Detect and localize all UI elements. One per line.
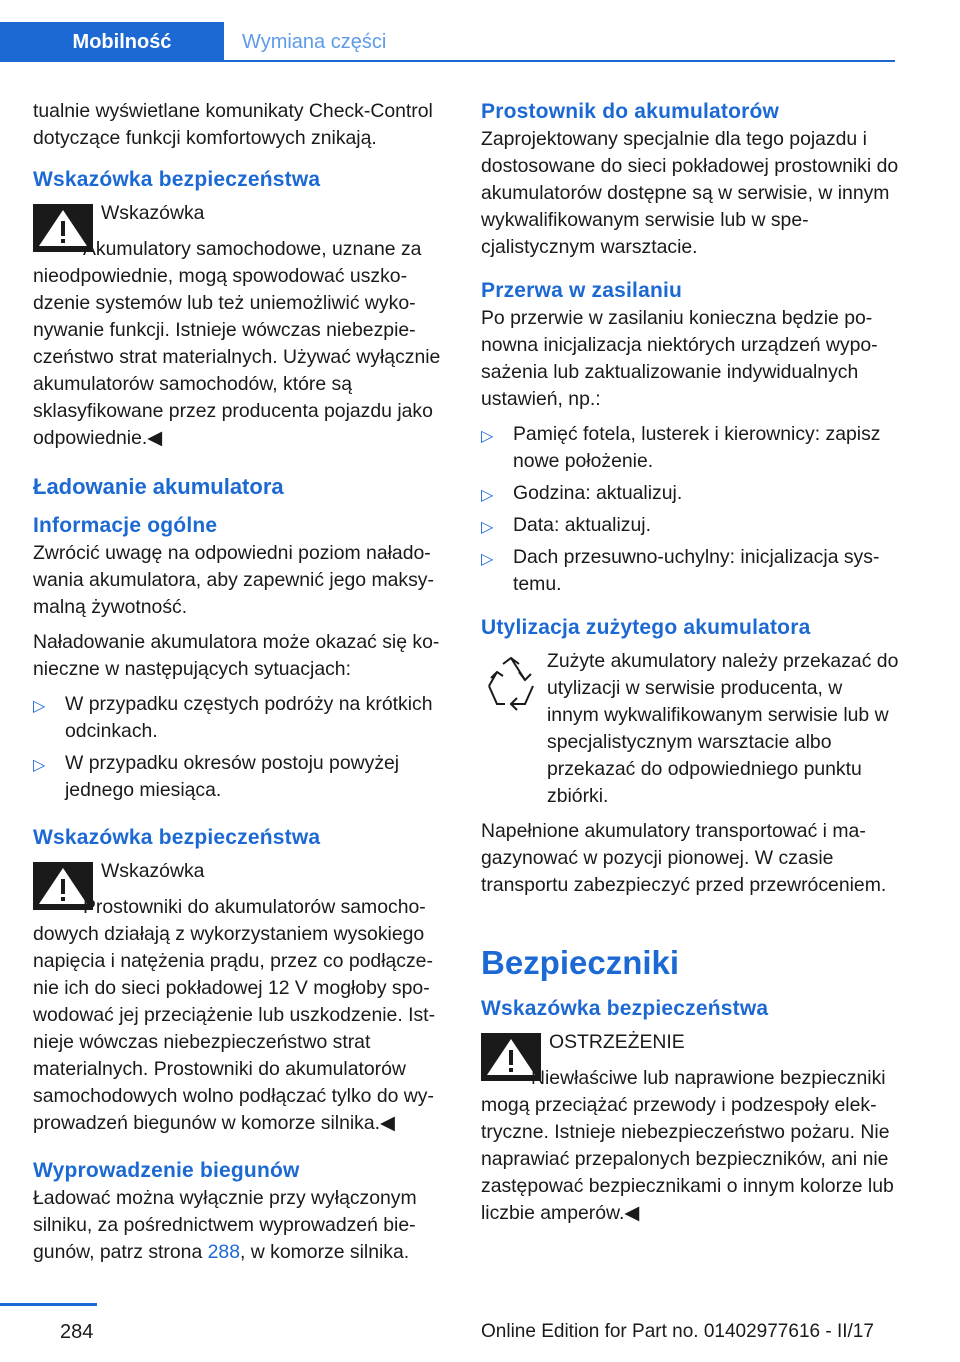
fuses-warning-label: OSTRZEŻENIE <box>549 1031 685 1053</box>
fuses-text: Niewłaściwe lub naprawione bezpieczniki mogą przeciążać przewody i podzespoły elektryczne. Istnieje niebezpieczeństwo pożaru. Nie naprawiać przepalonych bezpieczników, ani nie zastępować bezpiecznikami o innym kolorze lub liczbie amperów.◀ <box>481 1067 894 1224</box>
fuses-title: Bezpieczniki <box>481 944 680 981</box>
bullet-triangle-icon: ▷ <box>481 487 494 504</box>
safety-text-1: Akumulatory samochodowe, uznane za nieodpowiednie, mogą spowodować uszkodzenie systemów lub też uniemożliwić wykonywanie funkcji. Istnieje wówczas niebezpieczeństwo strat materialnych. Używać wyłącznie akumulatorów samochodów, które są sklasyfikowane przez producenta pojazdu jako odpowiednie.◀ <box>33 238 441 449</box>
page-link[interactable]: 288 <box>207 1241 240 1263</box>
right-column <box>481 98 899 1235</box>
list-item: ▷ Dach przesuwno-uchylny: inicjalizacja systemu. <box>481 546 880 595</box>
header-tabs <box>0 22 895 62</box>
bullet-triangle-icon: ▷ <box>481 519 494 536</box>
fuses-safety-heading: Wskazówka bezpieczeństwa <box>481 997 769 1020</box>
list-item: ▷ W przypadku okresów postoju powyżej jednego miesiąca. <box>33 752 400 801</box>
safety-label-1: Wskazówka <box>101 202 205 224</box>
edition-text: Online Edition for Part no. 01402977616 - II/17 <box>481 1321 874 1342</box>
left-column <box>33 98 451 1274</box>
list-item: ▷ Godzina: aktualizuj. <box>481 480 899 507</box>
intro-text: tualnie wyświetlane komunikaty Check-Control dotyczące funkcji komfortowych znikają. <box>33 100 433 149</box>
safety-label-2: Wskazówka <box>101 860 205 882</box>
disposal-heading: Utylizacja zużytego akumulatora <box>481 616 811 639</box>
safety-heading-2: Wskazówka bezpieczeństwa <box>33 826 321 849</box>
power-list <box>481 421 899 598</box>
safety-text-2: Prostowniki do akumulatorów samochodowych działają z wykorzystaniem wysokiego napięcia i natężenia prądu, przez co podłączenie ich do sieci pokładowej 12 V mogłoby spowodować jej przeciążenie lub uszkodzenie. Istnieje wówczas niebezpieczeństwo strat materialnych. Prostowniki do akumulatorów samochodowych wolno podłączać tylko do wyprowadzeń biegunów w komorze silnika.◀ <box>33 896 436 1134</box>
tab-mobilnosc[interactable] <box>0 22 224 62</box>
disposal-note <box>481 648 899 810</box>
tab-wymiana-czesci[interactable] <box>224 22 386 62</box>
disposal-text-2: Napełnione akumulatory transportować i magazynować w pozycji pionowej. W czasie transportu zabezpieczyć przed przewróceniem. <box>481 820 887 896</box>
charging-text-2: Naładowanie akumulatora może okazać się konieczne w następujących sytuacjach: <box>33 631 440 680</box>
poles-heading: Wyprowadzenie biegunów <box>33 1159 300 1182</box>
footer-rule <box>0 1303 97 1306</box>
page-number: 284 <box>60 1321 94 1343</box>
poles-text: Ładować można wyłącznie przy wyłączonym silniku, za pośrednictwem wyprowadzeń biegunów, patrz strona 288, w komorze silnika. <box>33 1187 417 1263</box>
charger-heading: Prostownik do akumulatorów <box>481 100 780 123</box>
power-text: Po przerwie w zasilaniu konieczna będzie ponowna inicjalizacja niektórych urządzeń wyposażenia lub zaktualizowanie indywidualnych ustawień, np.: <box>481 307 878 410</box>
recycle-icon <box>481 654 547 714</box>
bullet-triangle-icon: ▷ <box>481 428 494 445</box>
list-item: ▷ W przypadku częstych podróży na krótkich odcinkach. <box>33 693 433 742</box>
charging-text-1: Zwrócić uwagę na odpowiedni poziom naładowania akumulatora, aby zapewnić jego maksymalną żywotność. <box>33 542 434 618</box>
bullet-triangle-icon: ▷ <box>33 757 46 774</box>
charging-heading: Ładowanie akumulatora <box>33 474 284 499</box>
safety-heading-1: Wskazówka bezpieczeństwa <box>33 168 321 191</box>
bullet-triangle-icon: ▷ <box>481 551 494 568</box>
list-item: ▷ Data: aktualizuj. <box>481 512 899 539</box>
charging-list <box>33 691 451 804</box>
tab-wymiana-czesci-label: Wymiana części <box>242 30 387 53</box>
bullet-triangle-icon: ▷ <box>33 698 46 715</box>
list-item: ▷ Pamięć fotela, lusterek i kierownicy: zapisz nowe położenie. <box>481 423 881 472</box>
charger-text: Zaprojektowany specjalnie dla tego pojazdu i dostosowane do sieci pokładowej prostowniki do akumulatorów dostępne są w serwisie, w innym wykwalifikowanym serwisie lub w specjalistycznym warsztacie. <box>481 128 899 258</box>
disposal-text-1: Zużyte akumulatory należy przekazać do utylizacji w serwisie producenta, w innym wykwalifikowanym serwisie lub w specjalistycznym warsztacie albo przekazać do odpowiedniego punktu zbiórki. <box>547 650 899 807</box>
tab-mobilnosc-label: Mobilność <box>72 30 172 53</box>
power-heading: Przerwa w zasilaniu <box>481 279 683 302</box>
header-rule <box>224 60 895 62</box>
charging-subheading: Informacje ogólne <box>33 514 218 537</box>
